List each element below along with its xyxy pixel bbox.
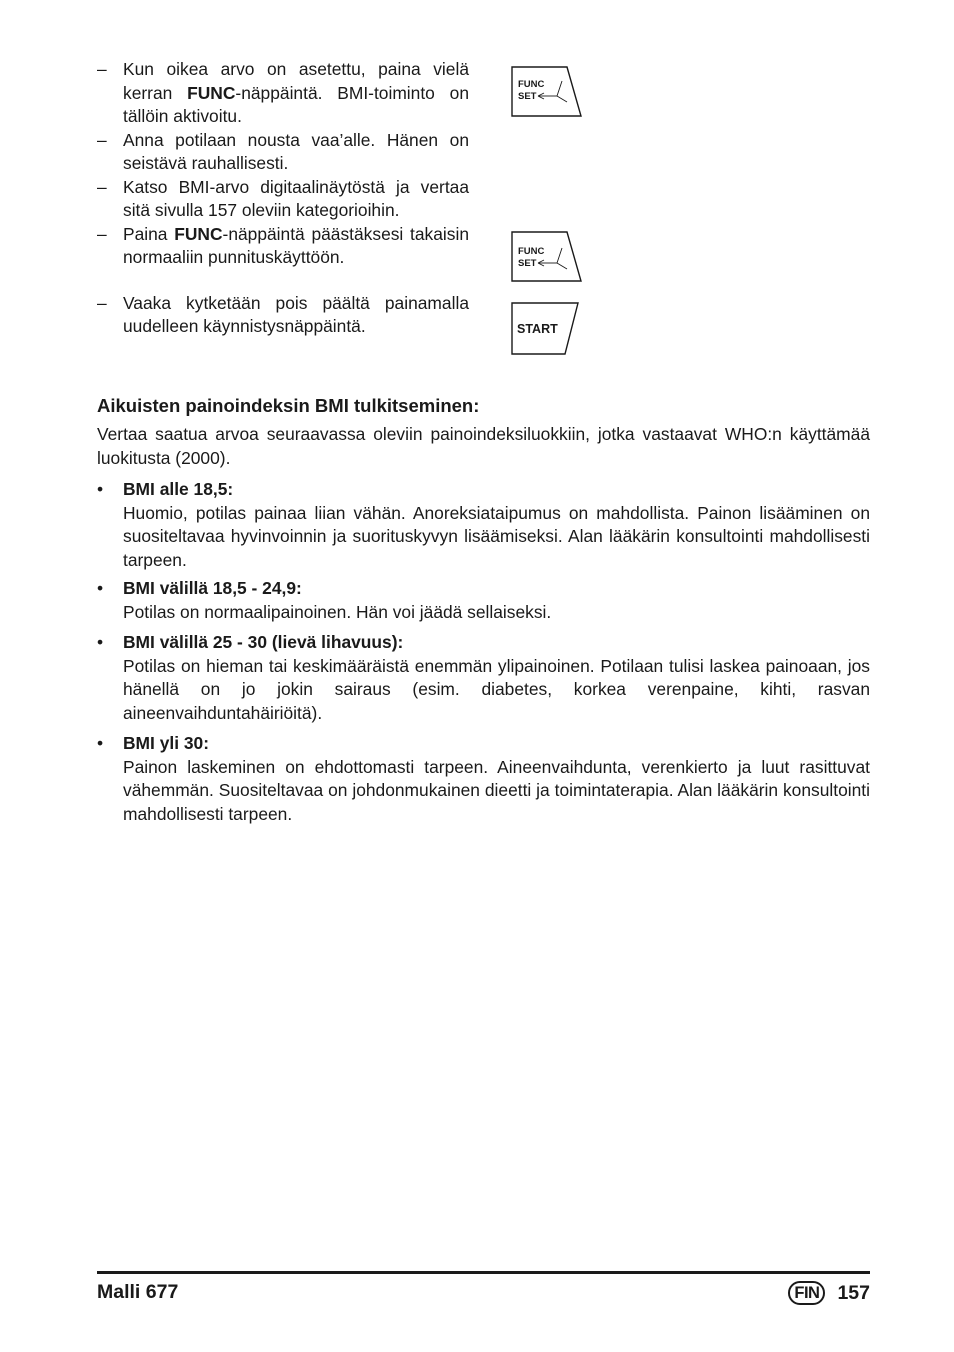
dash-marker: – xyxy=(97,176,107,197)
bullet-marker: • xyxy=(97,632,104,652)
model-label: Malli 677 xyxy=(97,1281,179,1303)
bullet-marker: • xyxy=(97,733,104,753)
section-heading: Aikuisten painoindeksin BMI tulkitseminen: xyxy=(97,395,480,416)
step-item xyxy=(97,58,469,129)
category-text: Potilas on normaalipainoinen. Hän voi jäädä sellaiseksi. xyxy=(123,601,552,622)
step-item xyxy=(97,223,469,270)
step-item xyxy=(97,176,469,223)
instruction-steps xyxy=(97,58,469,339)
bmi-category xyxy=(97,732,870,826)
func-label: FUNC xyxy=(518,79,545,90)
step-text: Katso BMI-arvo digitaalinäytöstä ja vertaa sitä sivulla 157 oleviin kategorioihin. xyxy=(123,176,469,220)
bmi-category xyxy=(97,478,870,572)
category-text: Potilas on hieman tai keskimääräistä enemmän ylipainoinen. Potilaan tulisi laskea painoaan, jos hänellä on jo jokin sairaus (esim. diabetes, korkea verenpaine, kihti, rasvan aineenvaihduntahäiriöitä). xyxy=(123,655,870,723)
category-text: Painon laskeminen on ehdottomasti tarpeen. Aineenvaihdunta, verenkierto ja luut rasittuvat vähemmän. Suositeltavaa on johdonmukainen dieetti ja toimintaterapia. Alan lääkärin konsultointi mahdollisesti tarpeen. xyxy=(123,756,870,824)
step-key-name: FUNC xyxy=(174,223,223,244)
category-title: BMI välillä 25 - 30 (lievä lihavuus): xyxy=(123,632,404,652)
dash-marker: – xyxy=(97,129,107,150)
func-set-key-icon xyxy=(511,66,583,118)
start-label: START xyxy=(517,322,558,336)
page-footer-right xyxy=(788,1281,870,1305)
bullet-marker: • xyxy=(97,578,104,598)
dash-marker: – xyxy=(97,59,107,79)
step-item xyxy=(97,129,469,176)
language-badge: FIN xyxy=(788,1281,825,1305)
bmi-category xyxy=(97,577,870,624)
bmi-category xyxy=(97,631,870,725)
func-set-key-icon xyxy=(511,231,583,283)
step-text: Anna potilaan nousta vaa’alle. Hänen on seistävä rauhallisesti. xyxy=(123,129,469,173)
category-title: BMI välillä 18,5 - 24,9: xyxy=(123,578,302,598)
category-title: BMI yli 30: xyxy=(123,733,210,753)
step-text: -näppäintä. BMI-toiminto on tällöin aktivoitu. xyxy=(123,82,469,126)
section-intro: Vertaa saatua arvoa seuraavassa oleviin painoindeksiluokkiin, jotka vastaavat WHO:n käyttämää luokitusta (2000). xyxy=(97,424,870,468)
dash-marker: – xyxy=(97,223,107,244)
set-label: SET xyxy=(518,91,537,102)
func-label: FUNC xyxy=(518,246,545,257)
footer-divider xyxy=(97,1271,870,1274)
bullet-marker: • xyxy=(97,479,104,499)
step-text: -näppäintä päästäksesi takaisin normaaliin punnituskäyttöön. xyxy=(123,223,469,267)
step-key-name: FUNC xyxy=(187,82,236,103)
set-label: SET xyxy=(518,258,537,269)
step-item xyxy=(97,292,469,339)
step-text: Vaaka kytketään pois päältä painamalla uudelleen käynnistysnäppäintä. xyxy=(123,292,469,336)
start-key-icon xyxy=(511,302,583,356)
dash-marker: – xyxy=(97,292,107,313)
category-text: Huomio, potilas painaa liian vähän. Anoreksiataipumus on mahdollista. Painon lisääminen on suositeltavaa hyvinvoinnin ja suorituskyvyn lisäämiseksi. Alan lääkärin konsultointi mahdollisesti tarpeen. xyxy=(123,502,870,570)
step-text: Paina xyxy=(123,223,175,244)
step-text: Kun oikea arvo on asetettu, paina vielä kerran xyxy=(123,59,469,103)
page-number: 157 xyxy=(837,1281,870,1304)
category-title: BMI alle 18,5: xyxy=(123,479,234,499)
